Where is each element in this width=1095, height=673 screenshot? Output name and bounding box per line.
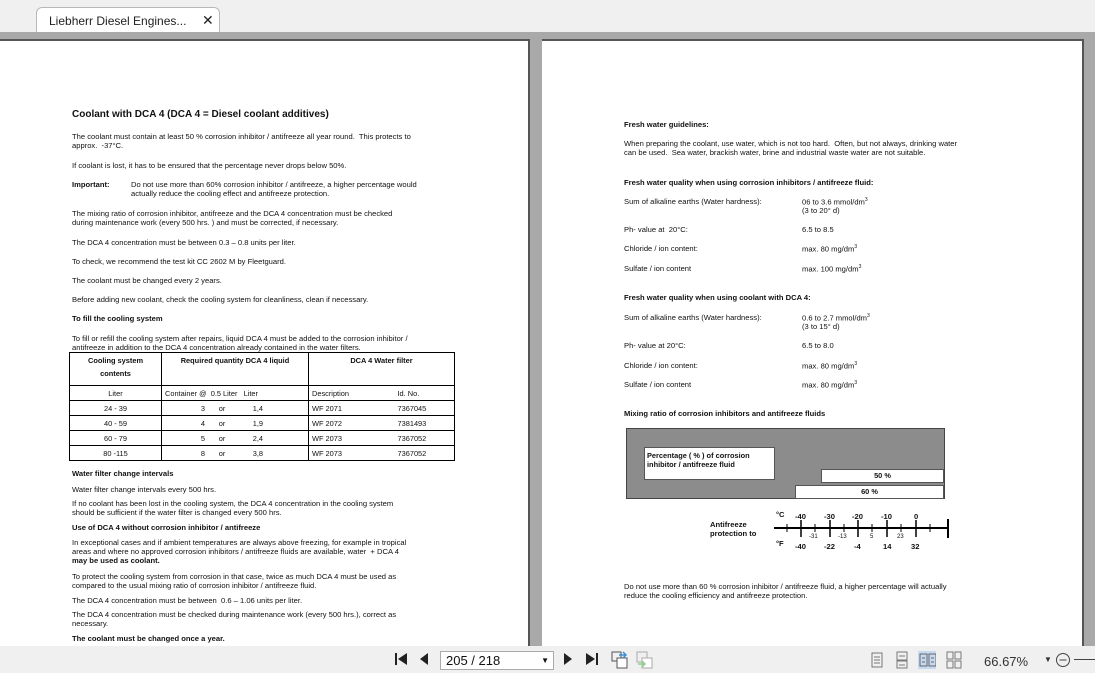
table-header: Cooling system	[70, 353, 162, 369]
paragraph: approx. -37°C.	[72, 141, 124, 150]
cell-description: WF 2071	[309, 401, 395, 416]
cell-range: 80 -115	[70, 446, 162, 461]
paragraph: during maintenance work (every 500 hrs. ) and must be corrected, if necessary.	[72, 218, 339, 227]
tick-celsius: -10	[881, 512, 892, 521]
tab-title: Liebherr Diesel Engines...	[49, 14, 187, 28]
table-subheader: Container @ 0.5 Liter Liter	[162, 386, 309, 401]
two-page-view-icon[interactable]	[918, 651, 936, 669]
tick-fahrenheit: 14	[883, 542, 892, 551]
spec-value: 0.6 to 2.7 mmol/$dm^3$	[802, 313, 870, 323]
paragraph: If no coolant has been lost in the cooling system, the DCA 4 concentration in the cooling system	[72, 499, 394, 508]
paragraph: To protect the cooling system from corrosion in that case, twice as much DCA 4 must be used as	[72, 572, 397, 581]
unit-celsius: °C	[776, 510, 785, 519]
protection-label: Antifreeze	[710, 520, 747, 529]
tick-fahrenheit: -22	[824, 542, 835, 551]
bottom-toolbar	[0, 646, 1095, 673]
paragraph: To fill or refill the cooling system after repairs, liquid DCA 4 must be added to the corrosion inhibitor /	[72, 334, 408, 343]
cell-description: WF 2072	[309, 416, 395, 431]
tick-celsius: -40	[795, 512, 806, 521]
tick-fahrenheit-minor: 5	[870, 534, 874, 540]
zoom-slider[interactable]	[1074, 659, 1095, 660]
paragraph: In exceptional cases and if ambient temperatures are always above freezing, for example in tropical	[72, 538, 407, 547]
paragraph: The DCA 4 concentration must be between 0.6 – 1.06 units per liter.	[72, 596, 303, 605]
table-header: DCA 4 Water filter	[309, 353, 455, 386]
spec-label: Sum of alkaline earths (Water hardness):	[624, 197, 762, 206]
chevron-down-icon[interactable]: ▼	[541, 656, 549, 665]
subheading: Water filter change intervals	[72, 469, 174, 478]
page-number-value: 205 / 218	[446, 653, 501, 668]
subheading: Fresh water quality when using coolant with DCA 4:	[624, 293, 811, 302]
table-subheader: Liter	[70, 386, 162, 401]
unit-fahrenheit: °F	[776, 539, 784, 548]
first-page-icon[interactable]	[394, 652, 408, 666]
document-tab[interactable]	[36, 7, 220, 33]
important-label: Important:	[72, 180, 110, 189]
spec-label: Chloride / ion content:	[624, 244, 698, 253]
previous-view-icon[interactable]	[611, 651, 629, 669]
paragraph: To check, we recommend the test kit CC 2602 M by Fleetguard.	[72, 257, 286, 266]
spec-label: Sulfate / ion content	[624, 264, 692, 273]
diagram-label	[644, 447, 775, 480]
zoom-out-icon[interactable]	[1055, 652, 1071, 668]
document-viewer[interactable]	[0, 32, 1095, 646]
zoom-dropdown-icon[interactable]: ▼	[1044, 655, 1052, 664]
paragraph: When preparing the coolant, use water, which is not too hard. Often, but not always, drinking water	[624, 139, 958, 148]
paragraph: actually reduce the cooling effect and antifreeze protection.	[131, 189, 330, 198]
cell-id: 7367045	[395, 401, 455, 416]
diagram-label-line: inhibitor / antifreeze fluid	[647, 460, 735, 469]
next-page-icon[interactable]	[563, 652, 573, 666]
paragraph: necessary.	[72, 619, 109, 628]
cell-quantity: 4 or 1,9	[162, 416, 309, 431]
paragraph: Do not use more than 60 % corrosion inhibitor / antifreeze fluid, a higher percentage will actually	[624, 582, 947, 591]
paragraph: Water filter change intervals every 500 hrs.	[72, 485, 217, 494]
cell-id: 7367052	[395, 431, 455, 446]
page-number-input[interactable]	[440, 651, 554, 670]
paragraph: If coolant is lost, it has to be ensured that the percentage never drops below 50%.	[72, 161, 347, 170]
tick-fahrenheit: -40	[795, 542, 806, 551]
two-page-continuous-view-icon[interactable]	[945, 651, 963, 669]
cell-quantity: 5 or 2,4	[162, 431, 309, 446]
table-subheader: Id. No.	[395, 386, 455, 401]
continuous-view-icon[interactable]	[893, 651, 911, 669]
bar-60-percent: 60 %	[795, 485, 944, 499]
paragraph: Do not use more than 60% corrosion inhibitor / antifreeze, a higher percentage would	[131, 180, 417, 189]
tick-fahrenheit-minor: -31	[809, 534, 818, 540]
paragraph: The coolant must be changed once a year.	[72, 634, 225, 643]
spec-value: 06 to 3.6 mmol/$dm^3$	[802, 197, 868, 207]
spec-label: Ph- value at 20°C:	[624, 225, 688, 234]
single-page-view-icon[interactable]	[868, 651, 886, 669]
spec-label: Chloride / ion content:	[624, 361, 698, 370]
table-row	[70, 431, 455, 446]
last-page-icon[interactable]	[585, 652, 599, 666]
spec-label: Sulfate / ion content	[624, 380, 692, 389]
subheading: Fresh water guidelines:	[624, 120, 709, 129]
paragraph: The coolant must be changed every 2 years.	[72, 276, 222, 285]
paragraph: The mixing ratio of corrosion inhibitor, antifreeze and the DCA 4 concentration must be checked	[72, 209, 393, 218]
subheading: To fill the cooling system	[72, 314, 163, 323]
subheading: Fresh water quality when using corrosion inhibitors / antifreeze fluid:	[624, 178, 874, 187]
close-icon[interactable]: ✕	[202, 12, 214, 28]
subheading: Mixing ratio of corrosion inhibitors and antifreeze fluids	[624, 409, 826, 418]
spec-label: Ph- value at 20°C:	[624, 341, 686, 350]
paragraph: compared to the usual mixing ratio of corrosion inhibitor / antifreeze fluid.	[72, 581, 317, 590]
tick-celsius: -30	[824, 512, 835, 521]
subheading: Use of DCA 4 without corrosion inhibitor / antifreeze	[72, 523, 261, 532]
spec-value: 6.5 to 8.5	[802, 225, 834, 234]
paragraph: can be used. Sea water, brackish water, brine and industrial waste water are not suitable.	[624, 148, 926, 157]
spec-value: 6.5 to 8.0	[802, 341, 834, 350]
paragraph: may be used as coolant.	[72, 556, 160, 565]
tick-celsius: -20	[852, 512, 863, 521]
page-206	[542, 39, 1084, 646]
zoom-level[interactable]: 66.67%	[984, 654, 1029, 669]
table-row	[70, 416, 455, 431]
spec-value: max. 80 $mg/dm^3$	[802, 380, 858, 390]
spec-value: (3 to 15° d)	[802, 322, 840, 331]
table-header: contents	[70, 369, 162, 386]
spec-label: Sum of alkaline earths (Water hardness):	[624, 313, 762, 322]
cell-quantity: 3 or 1,4	[162, 401, 309, 416]
section-title: Coolant with DCA 4 (DCA 4 = Diesel coolant additives)	[72, 109, 329, 120]
table-row	[70, 446, 455, 461]
tick-fahrenheit: -4	[854, 542, 861, 551]
dca4-quantity-table	[69, 352, 455, 461]
cell-range: 24 - 39	[70, 401, 162, 416]
paragraph: should be sufficient if the water filter is changed every 500 hrs.	[72, 508, 282, 517]
paragraph: antifreeze in addition to the DCA 4 concentration already contained in the water filters.	[72, 343, 361, 352]
next-view-icon[interactable]	[636, 651, 654, 669]
table-header: Required quantity DCA 4 liquid	[162, 353, 309, 386]
paragraph: The coolant must contain at least 50 % corrosion inhibitor / antifreeze all year round. This protects to	[72, 132, 411, 141]
tick-fahrenheit-minor: -13	[838, 534, 847, 540]
protection-label: protection to	[710, 529, 757, 538]
paragraph: The DCA 4 concentration must be between 0.3 – 0.8 units per liter.	[72, 238, 296, 247]
spec-value: max. 80 $mg/dm^3$	[802, 361, 858, 371]
diagram-label-line: Percentage ( % ) of corrosion	[647, 451, 750, 460]
spec-value: (3 to 20° d)	[802, 206, 840, 215]
paragraph: areas and where no approved corrosion inhibitors / antifreeze fluids are available, water + DCA 4	[72, 547, 399, 556]
cell-description: WF 2073	[309, 431, 395, 446]
tick-celsius: 0	[914, 512, 919, 521]
spec-value: max. 80 $mg/dm^3$	[802, 244, 858, 254]
tab-bar	[0, 0, 1095, 32]
table-subheader: Description	[309, 386, 395, 401]
spec-value: max. 100 $mg/dm^3$	[802, 264, 862, 274]
table-row	[70, 401, 455, 416]
cell-range: 60 - 79	[70, 431, 162, 446]
cell-quantity: 8 or 3,8	[162, 446, 309, 461]
cell-description: WF 2073	[309, 446, 395, 461]
previous-page-icon[interactable]	[419, 652, 429, 666]
paragraph: reduce the cooling efficiency and antifreeze protection.	[624, 591, 808, 600]
cell-range: 40 - 59	[70, 416, 162, 431]
mixing-ratio-diagram	[626, 428, 945, 499]
paragraph: Before adding new coolant, check the cooling system for cleanliness, clean if necessary.	[72, 295, 369, 304]
paragraph: The DCA 4 concentration must be checked during maintenance work (every 500 hrs.), correct as	[72, 610, 397, 619]
page-205	[0, 39, 530, 646]
tick-fahrenheit: 32	[911, 542, 920, 551]
bar-50-percent: 50 %	[821, 469, 944, 483]
cell-id: 7367052	[395, 446, 455, 461]
tick-fahrenheit-minor: 23	[897, 534, 904, 540]
cell-id: 7381493	[395, 416, 455, 431]
